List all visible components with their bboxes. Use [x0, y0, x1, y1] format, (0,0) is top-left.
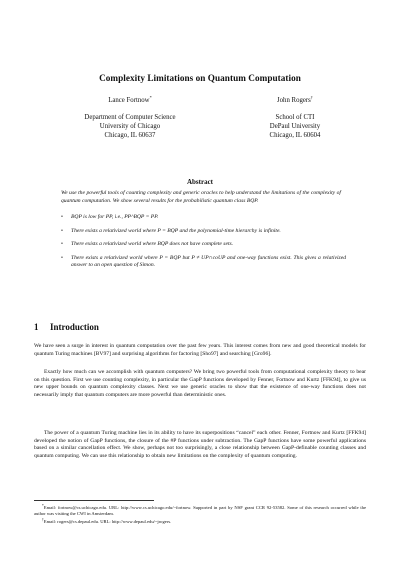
abstract-heading: Abstract [186, 178, 214, 186]
abstract-results-list [61, 214, 346, 276]
affiliation-address: Chicago, IL 60637 [104, 132, 156, 139]
section-number: 1 [34, 322, 39, 332]
abstract-body: We use the powerful tools of counting complexity and generic oracles to help understand the limitations of the complexity of quantum computation. We show several results for the probabilistic quantum class BQP. [61, 190, 341, 204]
bullet-icon: • [61, 241, 63, 248]
footnote-mark: † [310, 95, 313, 100]
bullet-icon: • [61, 227, 63, 234]
intro-paragraph-2: Exactly how much can we accomplish with quantum computers? We bring two powerful tools from computational complexity theory to bear on this question. First we use counting complexity, in particular the GapP functions developed by Fenner, Fortnow and Kurtz [FFK94], to give us new upper bounds on quantum complexity classes. Next we use generic oracles to show that the existence of one-way functions does not necessarily imply that quantum computers are more powerful than deterministic ones. [34, 369, 366, 398]
author-block-rogers [225, 96, 365, 140]
author-block-fortnow [60, 96, 200, 140]
affiliation-department: Department of Computer Science [84, 114, 176, 121]
list-item: • There exists a relativized world where BQP does not have complete sets. [61, 241, 234, 248]
section-heading [34, 322, 99, 332]
footnote-mark: † [42, 518, 44, 523]
footnote-rogers: †Email: rogers@cs.depaul.edu. URL: http://www.depaul.edu/~jrogers. [42, 518, 172, 525]
footnote-mark: * [42, 504, 44, 508]
list-item: • There exists a relativized world where P = BQP and the polynomial-time hierarchy is infinite. [61, 227, 281, 234]
paper-title: Complexity Limitations on Quantum Computation [99, 73, 301, 83]
intro-paragraph-1: We have seen a surge in interest in quantum computation over the past few years. This interest comes from new and good theoretical models for quantum Turing machines [BV97] and surprising algorithms for factoring [Sho97] and searching [Gro96]. [34, 343, 366, 357]
section-title: Introduction [50, 322, 99, 332]
author-name: Lance Fortnow* [108, 95, 152, 104]
affiliation-department: School of CTI [275, 114, 315, 121]
affiliation-university: DePaul University [269, 123, 321, 130]
footnote-rule [34, 500, 154, 501]
footnote-mark: * [149, 95, 152, 100]
bullet-icon: • [61, 214, 63, 220]
author-name: John Rogers† [277, 95, 313, 104]
intro-paragraph-3: The power of a quantum Turing machine lies in its ability to have its superpositions “cancel” each other. Fenner, Fortnow and Kurtz [FFK94] developed the notion of GapP functions, the closure of the #P functions under subtraction. The GapP functions have some powerful applications based on a similar cancellation effect. We show, perhaps not too surprisingly, a close relationship between GapP-definable counting classes and quantum computing. We can use this relationship to obtain new limitations on the complexity of quantum computing. [34, 430, 366, 459]
footnotes [34, 500, 366, 526]
bullet-icon: • [61, 254, 63, 261]
list-item: • BQP is low for PP, i.e., PP^BQP = PP. [61, 214, 159, 220]
affiliation-address: Chicago, IL 60604 [269, 132, 321, 139]
affiliation-university: University of Chicago [99, 123, 161, 130]
list-item: • There exists a relativized world where P = BQP but P ≠ UP∩coUP and one-way functions exist. This gives a relativized answer to an open question of Simon. [61, 254, 346, 269]
footnote-fortnow: *Email: fortnow@cs.uchicago.edu. URL: http://www.cs.uchicago.edu/~fortnow. Supported in part by NSF grant CCR 92-53582. Some of this research occurred while the author was visiting the CWI in Amsterdam. [34, 504, 366, 517]
